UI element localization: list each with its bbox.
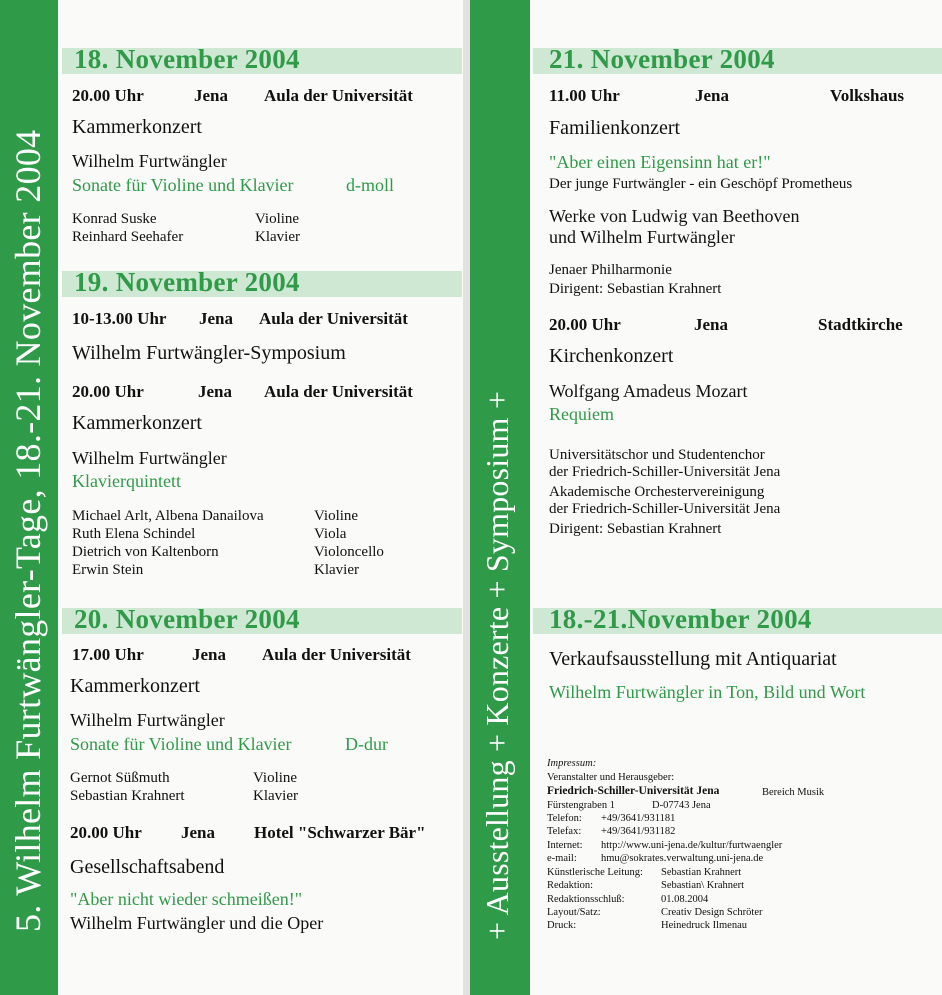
event-title: Kammerkonzert: [72, 412, 202, 434]
event-venue: Aula der Universität: [262, 645, 411, 664]
event-city: Jena: [695, 86, 729, 105]
ensemble: Akademische Orchestervereinigung: [549, 484, 765, 500]
event-venue: Stadtkirche: [818, 315, 903, 334]
event-time: 20.00 Uhr: [549, 315, 621, 334]
event-city: Jena: [192, 645, 226, 664]
impressum-label: Layout/Satz:: [547, 907, 601, 918]
event-venue: Hotel "Schwarzer Bär": [254, 823, 426, 842]
impressum-label: Fürstengraben 1: [547, 800, 615, 811]
orchestra: Jenaer Philharmonie: [549, 262, 672, 278]
work-key: D-dur: [345, 734, 388, 754]
impressum-heading: Impressum:: [547, 758, 597, 769]
event-venue: Aula der Universität: [259, 309, 408, 328]
composer: Wilhelm Furtwängler: [72, 448, 227, 468]
performer-name: Dietrich von Kaltenborn: [72, 544, 219, 560]
ensemble: der Friedrich-Schiller-Universität Jena: [549, 464, 781, 480]
performer-name: Ruth Elena Schindel: [72, 526, 196, 542]
performer-name: Reinhard Seehafer: [72, 229, 184, 245]
date-heading-21: 21. November 2004: [549, 44, 775, 74]
impressum-label: Telefon:: [547, 813, 582, 824]
impressum-label: e-mail:: [547, 853, 577, 864]
impressum-label: Druck:: [547, 920, 577, 931]
impressum-value: 01.08.2004: [661, 894, 709, 905]
event-time: 11.00 Uhr: [549, 86, 620, 105]
event-subtitle: Wilhelm Furtwängler und die Oper: [70, 913, 324, 933]
impressum-value: http://www.uni-jena.de/kultur/furtwaengler: [601, 840, 783, 851]
exhibition-title: Verkaufsausstellung mit Antiquariat: [549, 648, 837, 670]
event-venue: Aula der Universität: [264, 86, 413, 105]
performer-name: Konrad Suske: [72, 211, 157, 227]
performer-instrument: Violoncello: [314, 544, 384, 560]
date-heading-20: 20. November 2004: [74, 604, 300, 634]
works-line: und Wilhelm Furtwängler: [549, 227, 735, 247]
composer: Wolfgang Amadeus Mozart: [549, 381, 748, 401]
conductor: Dirigent: Sebastian Krahnert: [549, 281, 722, 297]
event-title: Kammerkonzert: [70, 675, 200, 697]
impressum-label: Telefax:: [547, 826, 582, 837]
event-city: Jena: [198, 382, 232, 401]
performer-instrument: Violine: [314, 508, 359, 524]
event-title: Gesellschaftsabend: [70, 856, 225, 878]
performer-instrument: Violine: [255, 211, 300, 227]
ensemble: der Friedrich-Schiller-Universität Jena: [549, 501, 781, 517]
composer: Wilhelm Furtwängler: [72, 151, 227, 171]
impressum-label: Internet:: [547, 840, 583, 851]
performer-name: Gernot Süßmuth: [70, 770, 170, 786]
event-title: Familienkonzert: [549, 117, 681, 139]
exhibition-subtitle: Wilhelm Furtwängler in Ton, Bild und Wort: [549, 682, 866, 702]
date-heading-18: 18. November 2004: [74, 44, 300, 74]
event-title: Kammerkonzert: [72, 116, 202, 138]
performer-instrument: Klavier: [253, 788, 298, 804]
performer-name: Michael Arlt, Albena Danailova: [72, 508, 264, 524]
event-city: Jena: [194, 86, 228, 105]
work-title: Klavierquintett: [72, 471, 181, 491]
impressum-label: Künstlerische Leitung:: [547, 867, 643, 878]
fold-crease: [463, 0, 470, 995]
event-city: Jena: [199, 309, 233, 328]
impressum-value: Sebastian\ Krahnert: [661, 880, 745, 891]
festival-title-vertical: 5. Wilhelm Furtwängler-Tage, 18.-21. November 2004: [8, 129, 48, 932]
event-city: Jena: [694, 315, 728, 334]
impressum-value: +49/3641/931182: [601, 826, 676, 837]
date-heading-19: 19. November 2004: [74, 267, 300, 297]
performer-instrument: Klavier: [314, 562, 359, 578]
program-keywords-vertical: + Ausstellung + Konzerte + Symposium +: [479, 390, 515, 940]
performer-instrument: Viola: [314, 526, 347, 542]
impressum-value: hmu@sokrates.verwaltung.uni-jena.de: [601, 853, 764, 864]
event-venue: Aula der Universität: [264, 382, 413, 401]
impressum-publisher-label: Veranstalter und Herausgeber:: [547, 772, 675, 783]
ensemble: Universitätschor und Studentenchor: [549, 447, 765, 463]
impressum-department: Bereich Musik: [762, 787, 825, 798]
work-title: Sonate für Violine und Klavier: [70, 734, 292, 754]
event-city: Jena: [181, 823, 215, 842]
event-venue: Volkshaus: [830, 86, 905, 105]
event-quote: "Aber einen Eigensinn hat er!": [549, 152, 771, 172]
event-quote: "Aber nicht wieder schmeißen!": [70, 889, 303, 909]
impressum-value: Heinedruck Ilmenau: [661, 920, 748, 931]
impressum-value: Creativ Design Schröter: [661, 907, 763, 918]
event-title: Kirchenkonzert: [549, 345, 674, 367]
performer-name: Erwin Stein: [72, 562, 144, 578]
composer: Wilhelm Furtwängler: [70, 710, 225, 730]
work-title: Sonate für Violine und Klavier: [72, 175, 294, 195]
event-title: Wilhelm Furtwängler-Symposium: [72, 342, 346, 364]
event-time: 17.00 Uhr: [72, 645, 144, 664]
event-time: 10-13.00 Uhr: [72, 309, 167, 328]
impressum-value: Sebastian Krahnert: [661, 867, 742, 878]
left-panel: [0, 0, 463, 995]
works-line: Werke von Ludwig van Beethoven: [549, 206, 800, 226]
impressum-label: Redaktion:: [547, 880, 594, 891]
conductor: Dirigent: Sebastian Krahnert: [549, 521, 722, 537]
impressum-label: Redaktionsschluß:: [547, 894, 625, 905]
impressum-value: +49/3641/931181: [601, 813, 676, 824]
impressum-value: D-07743 Jena: [652, 800, 711, 811]
work-key: d-moll: [346, 175, 394, 195]
performer-instrument: Violine: [253, 770, 298, 786]
event-time: 20.00 Uhr: [72, 86, 144, 105]
performer-name: Sebastian Krahnert: [70, 788, 185, 804]
work-title: Requiem: [549, 404, 614, 424]
event-time: 20.00 Uhr: [72, 382, 144, 401]
event-time: 20.00 Uhr: [70, 823, 142, 842]
impressum-university: Friedrich-Schiller-Universität Jena: [547, 785, 720, 797]
performer-instrument: Klavier: [255, 229, 300, 245]
exhibition-date: 18.-21.November 2004: [549, 604, 812, 634]
event-subtitle: Der junge Furtwängler - ein Geschöpf Prometheus: [549, 176, 853, 192]
